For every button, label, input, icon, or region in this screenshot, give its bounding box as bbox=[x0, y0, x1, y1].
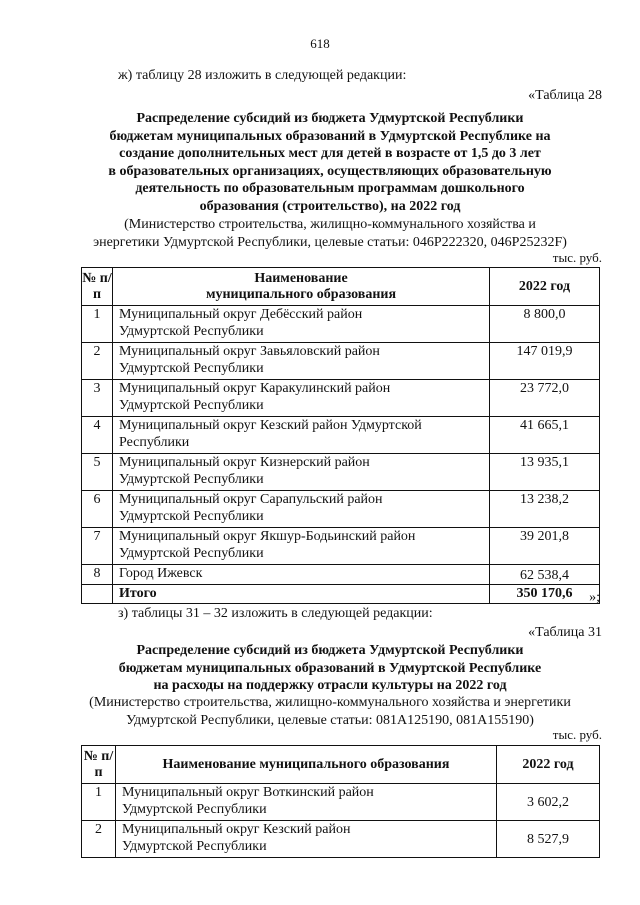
row-name-line1: Муниципальный округ Кезский район Удмуртской bbox=[119, 418, 422, 433]
column-header-name-line1: Наименование bbox=[254, 270, 348, 286]
table-row bbox=[82, 306, 600, 343]
column-header-num: № п/п bbox=[82, 746, 116, 784]
table-row bbox=[82, 380, 600, 417]
row-num: 7 bbox=[82, 528, 113, 565]
row-value: 3 602,2 bbox=[497, 784, 600, 821]
row-name bbox=[113, 380, 490, 417]
heading-line: в образовательных организациях, осуществляющих образовательную bbox=[108, 163, 552, 179]
table-28-heading bbox=[60, 110, 600, 216]
subtitle-line: (Министерство строительства, жилищно-коммунального хозяйства и bbox=[124, 217, 536, 232]
total-label: Итого bbox=[113, 585, 490, 604]
row-value: 8 800,0 bbox=[490, 306, 600, 343]
row-name-line1: Муниципальный округ Воткинский район bbox=[122, 785, 374, 800]
row-num: 1 bbox=[82, 306, 113, 343]
table-31-label: «Таблица 31 bbox=[528, 625, 602, 640]
row-value: 13 238,2 bbox=[490, 491, 600, 528]
row-name bbox=[113, 417, 490, 454]
row-name bbox=[116, 784, 497, 821]
row-value: 23 772,0 bbox=[490, 380, 600, 417]
row-name bbox=[113, 454, 490, 491]
heading-line: Распределение субсидий из бюджета Удмуртской Республики bbox=[136, 111, 524, 126]
row-name-line2: Удмуртской Республики bbox=[122, 802, 267, 817]
subtitle-line: (Министерство строительства, жилищно-коммунального хозяйства и энергетики bbox=[89, 695, 571, 710]
row-value: 13 935,1 bbox=[490, 454, 600, 491]
column-header-year: 2022 год bbox=[497, 746, 600, 784]
table-31-subtitle bbox=[60, 694, 600, 729]
column-header-year: 2022 год bbox=[490, 268, 600, 306]
table-row bbox=[82, 343, 600, 380]
column-header-name bbox=[113, 268, 490, 306]
table-row bbox=[82, 417, 600, 454]
row-name bbox=[116, 821, 497, 858]
row-num: 1 bbox=[82, 784, 116, 821]
subtitle-line: энергетики Удмуртской Республики, целевые статьи: 046P222320, 046P25232F) bbox=[93, 234, 567, 250]
row-num: 3 bbox=[82, 380, 113, 417]
subtitle-line: Удмуртской Республики, целевые статьи: 081A125190, 081A155190) bbox=[126, 712, 534, 728]
column-header-name-line2: муниципального образования bbox=[205, 286, 397, 302]
table-31-heading bbox=[60, 642, 600, 695]
row-value: 147 019,9 bbox=[490, 343, 600, 380]
heading-line: образования (строительство), на 2022 год bbox=[199, 198, 461, 214]
table-row bbox=[82, 565, 600, 585]
row-name-line2: Удмуртской Республики bbox=[119, 472, 264, 487]
row-name-line1: Муниципальный округ Кезский район bbox=[122, 822, 351, 837]
row-value: 62 538,4 bbox=[490, 565, 600, 585]
row-value: 41 665,1 bbox=[490, 417, 600, 454]
heading-line: на расходы на поддержку отрасли культуры на 2022 год bbox=[153, 678, 507, 694]
total-value: 350 170,6 bbox=[490, 585, 600, 604]
row-value: 8 527,9 bbox=[497, 821, 600, 858]
row-name-line1: Муниципальный округ Завьяловский район bbox=[119, 344, 380, 359]
row-num: 8 bbox=[82, 565, 113, 585]
row-name bbox=[113, 491, 490, 528]
row-name-line1: Муниципальный округ Якшур-Бодьинский район bbox=[119, 529, 416, 544]
instruction-table-28: ж) таблицу 28 изложить в следующей редакции: bbox=[118, 68, 407, 83]
row-num: 2 bbox=[82, 821, 116, 858]
row-name-line1: Муниципальный округ Каракулинский район bbox=[119, 381, 391, 396]
row-name-line2: Удмуртской Республики bbox=[119, 509, 264, 524]
row-name-line2: Удмуртской Республики bbox=[119, 546, 264, 561]
row-name: Город Ижевск bbox=[113, 565, 490, 585]
table-row bbox=[82, 491, 600, 528]
table-row bbox=[82, 821, 600, 858]
table-28 bbox=[81, 267, 600, 604]
table-28-unit: тыс. руб. bbox=[552, 250, 602, 265]
heading-line: бюджетам муниципальных образований в Удмуртской Республике на bbox=[109, 128, 551, 144]
row-value: 39 201,8 bbox=[490, 528, 600, 565]
row-name bbox=[113, 528, 490, 565]
row-num: 5 bbox=[82, 454, 113, 491]
table-total-row bbox=[82, 585, 600, 604]
row-name-line2: Удмуртской Республики bbox=[119, 324, 264, 339]
heading-line: создание дополнительных мест для детей в возрасте от 1,5 до 3 лет bbox=[119, 146, 541, 162]
table-row bbox=[82, 528, 600, 565]
page-number: 618 bbox=[310, 36, 330, 51]
row-num: 4 bbox=[82, 417, 113, 454]
column-header-num: № п/п bbox=[82, 268, 113, 306]
row-name-line2: Республики bbox=[119, 435, 190, 450]
row-name-line2: Удмуртской Республики bbox=[119, 361, 264, 376]
table-31 bbox=[81, 745, 600, 858]
row-num: 2 bbox=[82, 343, 113, 380]
table-28-label: «Таблица 28 bbox=[528, 88, 602, 103]
table-28-subtitle bbox=[60, 216, 600, 251]
instruction-tables-31-32: з) таблицы 31 – 32 изложить в следующей редакции: bbox=[118, 606, 433, 621]
row-name-line1: Муниципальный округ Сарапульский район bbox=[119, 492, 383, 507]
column-header-name: Наименование муниципального образования bbox=[116, 746, 497, 784]
row-name-line2: Удмуртской Республики bbox=[119, 398, 264, 413]
row-name-line1: Муниципальный округ Дебёсский район bbox=[119, 307, 363, 322]
row-name-line1: Муниципальный округ Кизнерский район bbox=[119, 455, 370, 470]
row-name-line2: Удмуртской Республики bbox=[122, 839, 267, 854]
row-num: 6 bbox=[82, 491, 113, 528]
table-31-unit: тыс. руб. bbox=[552, 727, 602, 742]
heading-line: деятельность по образовательным программам дошкольного bbox=[135, 181, 525, 197]
row-name bbox=[113, 306, 490, 343]
total-num-cell bbox=[82, 585, 113, 604]
table-row bbox=[82, 784, 600, 821]
table-row bbox=[82, 454, 600, 491]
closing-quote: »; bbox=[589, 590, 600, 605]
heading-line: бюджетам муниципальных образований в Удмуртской Республике bbox=[118, 660, 542, 676]
row-name bbox=[113, 343, 490, 380]
heading-line: Распределение субсидий из бюджета Удмуртской Республики bbox=[136, 643, 524, 658]
